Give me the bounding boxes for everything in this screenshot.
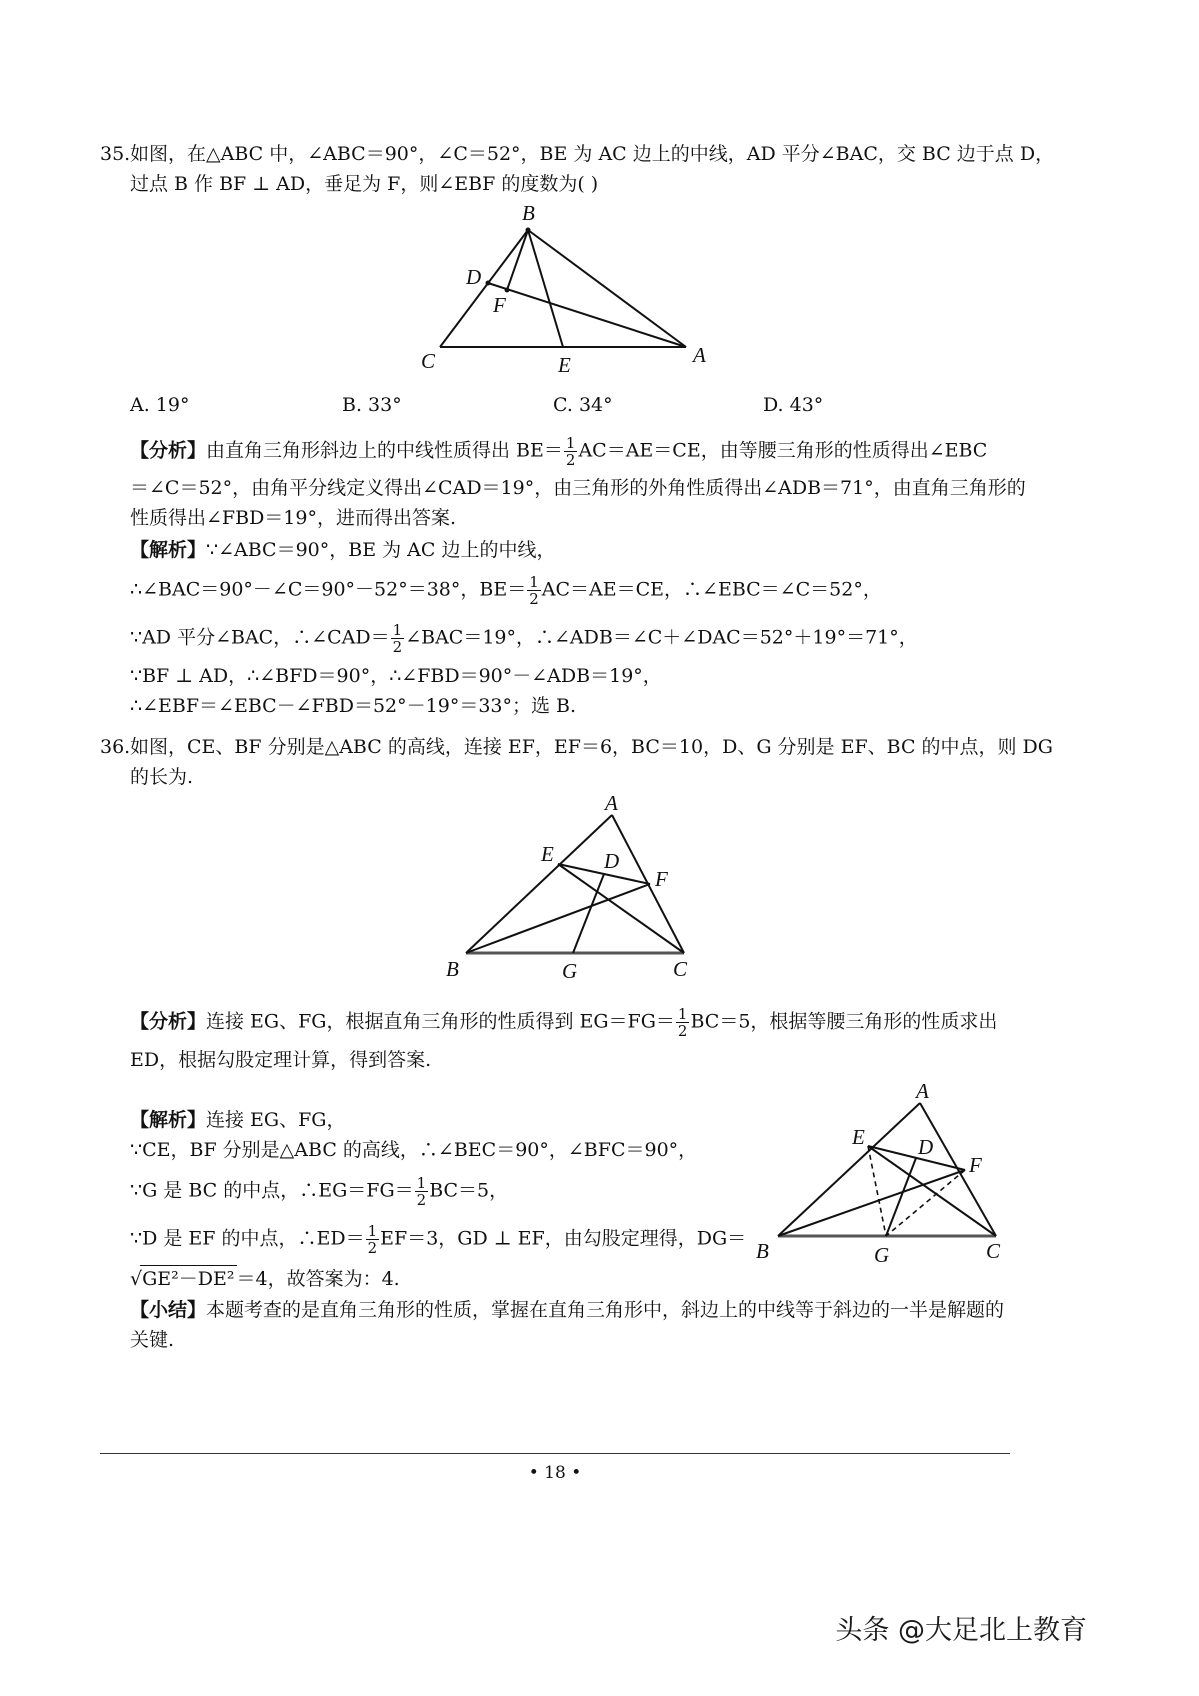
q36-label-F: F: [655, 867, 668, 891]
q36s-label-G: G: [874, 1243, 890, 1267]
q35-label-D: D: [466, 265, 482, 289]
q36s-label-B: B: [756, 1239, 769, 1263]
q36s-label-E: E: [852, 1125, 865, 1149]
q35-label-A: A: [693, 343, 706, 367]
q36-label-A: A: [605, 791, 618, 815]
fraction-half: $\frac{1}{2}$: [529, 573, 539, 608]
q35-option-c: C. 34°: [553, 394, 613, 416]
square-root-radicand: GE²－DE²: [140, 1265, 236, 1292]
footer-divider: [100, 1453, 1010, 1454]
q36s-side-AC: [920, 1103, 996, 1236]
q36-stem-line-2: 的长为.: [130, 766, 194, 788]
q36s-label-F: F: [969, 1153, 982, 1177]
q36-label-B: B: [446, 957, 459, 981]
q35-number: 35.: [100, 143, 131, 165]
q35-label-C: C: [421, 349, 436, 373]
q36s-label-D: D: [918, 1135, 934, 1159]
q36-analysis-line-1: 【分析】连接 EG、FG，根据直角三角形的性质得到 EG＝FG＝ $\frac{1}{2}$ BC＝5，根据等腰三角形的性质求出: [130, 1005, 998, 1040]
q35-analysis-line-1: 【分析】由直角三角形斜边上的中线性质得出 BE＝ $\frac{1}{2}$ AC＝AE＝CE，由等腰三角形的性质得出∠EBC: [130, 434, 988, 469]
q35-label-F: F: [493, 293, 506, 317]
fraction-half: $\frac{1}{2}$: [392, 621, 403, 656]
q36-solution-line-2: ∵CE，BF 分别是△ABC 的高线，∴∠BEC＝90°，∠BFC＝90°，: [130, 1139, 698, 1161]
q35-median-BE: [528, 230, 563, 347]
q35-label-B: B: [522, 201, 535, 225]
q35-option-a: A. 19°: [130, 394, 190, 416]
q36-solution-line-1: 【解析】连接 EG、FG，: [130, 1109, 346, 1131]
page-number: • 18 •: [528, 1463, 582, 1483]
watermark-text: 头条 @大足北上教育: [835, 1615, 1087, 1646]
q35-triangle-figure: [415, 195, 725, 380]
q36-label-C: C: [673, 957, 688, 981]
q35-label-E: E: [558, 353, 571, 377]
q35-option-b: B. 33°: [342, 394, 402, 416]
q35-solution-line-2: ∴∠BAC＝90°－∠C＝90°－52°＝38°，BE＝ $\frac{1}{2}$ AC＝AE＝CE，∴∠EBC＝∠C＝52°，: [130, 573, 882, 608]
q36-solution-line-4: ∵D 是 EF 的中点，∴ED＝ $\frac{1}{2}$ EF＝3，GD ⊥ EF，由勾股定理得，DG＝: [130, 1222, 747, 1257]
q36s-label-C: C: [986, 1239, 1001, 1263]
q35-stem-line-2: 过点 B 作 BF ⊥ AD，垂足为 F，则∠EBF 的度数为( ): [130, 173, 599, 195]
q36s-dashed-EG: [868, 1146, 886, 1236]
q35-perpendicular-BF: [507, 230, 528, 290]
q36-solution-line-3: ∵G 是 BC 的中点，∴EG＝FG＝ $\frac{1}{2}$ BC＝5，: [130, 1174, 509, 1209]
fraction-half: $\frac{1}{2}$: [416, 1174, 427, 1209]
q36-solution-line-5: √GE²－DE² ＝4，故答案为：4.: [130, 1265, 400, 1292]
q36s-side-AB: [778, 1103, 920, 1236]
q36-label-D: D: [604, 849, 620, 873]
fraction-half: $\frac{1}{2}$: [367, 1222, 378, 1257]
q36-summary-line-2: 关键.: [130, 1329, 175, 1351]
q35-solution-line-4: ∵BF ⊥ AD，∴∠BFD＝90°，∴∠FBD＝90°－∠ADB＝19°，: [130, 665, 662, 687]
q36s-altitude-BF: [778, 1170, 965, 1236]
q36-stem-line-1: 如图，CE、BF 分别是△ABC 的高线，连接 EF，EF＝6，BC＝10，D、G 分别是 EF、BC 的中点，则 DG: [130, 736, 1053, 758]
q36-side-AB: [466, 815, 612, 953]
q36-analysis-line-2: ED，根据勾股定理计算，得到答案.: [130, 1049, 432, 1071]
q36-solution-figure: [750, 1080, 1020, 1270]
q36-number: 36.: [100, 736, 131, 758]
q35-solution-line-5: ∴∠EBF＝∠EBC－∠FBD＝52°－19°＝33°；选 B.: [130, 695, 577, 717]
q36-summary-line-1: 【小结】本题考查的是直角三角形的性质，掌握在直角三角形中，斜边上的中线等于斜边的一半是解题的: [130, 1299, 1005, 1321]
q36-label-E: E: [541, 842, 554, 866]
q35-solution-line-3: ∵AD 平分∠BAC，∴∠CAD＝ $\frac{1}{2}$ ∠BAC＝19°，∴∠ADB＝∠C＋∠DAC＝52°＋19°＝71°，: [130, 621, 918, 656]
q35-side-BC: [440, 230, 528, 347]
q36s-label-A: A: [916, 1079, 929, 1103]
fraction-half: $\frac{1}{2}$: [565, 434, 576, 469]
q35-option-d: D. 43°: [763, 394, 824, 416]
q35-side-BA: [528, 230, 686, 347]
q35-solution-line-1: 【解析】∵∠ABC＝90°，BE 为 AC 边上的中线，: [130, 539, 556, 561]
q35-analysis-line-3: 性质得出∠FBD＝19°，进而得出答案.: [130, 507, 457, 529]
q35-stem-line-1: 如图，在△ABC 中，∠ABC＝90°，∠C＝52°，BE 为 AC 边上的中线，AD 平分∠BAC，交 BC 边于点 D，: [130, 143, 1055, 165]
q35-analysis-line-2: ＝∠C＝52°，由角平分线定义得出∠CAD＝19°，由三角形的外角性质得出∠ADB＝71°，由直角三角形的: [130, 477, 1026, 499]
q36-altitude-BF: [466, 884, 650, 953]
fraction-half: $\frac{1}{2}$: [677, 1005, 688, 1040]
q35-bisector-AD: [488, 283, 686, 347]
q36-label-G: G: [562, 959, 578, 983]
q36-triangle-figure: [440, 790, 700, 990]
